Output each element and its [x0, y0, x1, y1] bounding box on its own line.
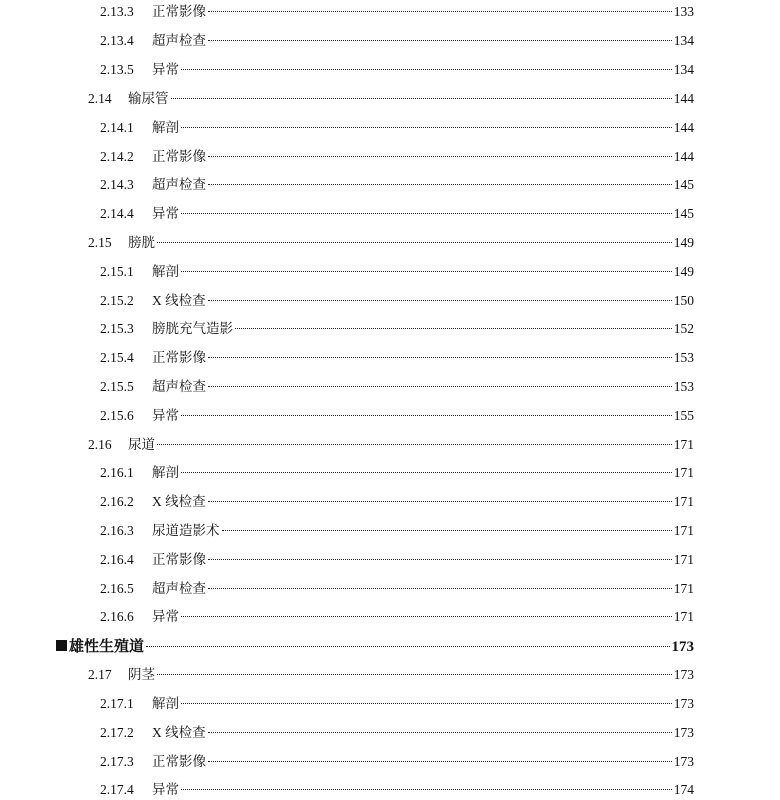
- dot-leader: [208, 386, 672, 387]
- dot-leader: [157, 444, 672, 445]
- dot-leader: [181, 69, 672, 70]
- entry-title: 异常: [152, 408, 179, 423]
- entry-title: 超声检查: [152, 177, 206, 192]
- toc-entry[interactable]: [100, 607, 694, 627]
- dot-leader: [157, 242, 672, 243]
- dot-leader: [208, 761, 672, 762]
- toc-entry[interactable]: [100, 694, 694, 714]
- dot-leader: [146, 646, 669, 647]
- toc-entry[interactable]: [100, 262, 694, 282]
- section-page: 173: [671, 639, 694, 655]
- dot-leader: [208, 501, 672, 502]
- entry-title: 正常影像: [152, 4, 206, 19]
- dot-leader: [235, 328, 672, 329]
- entry-page: 171: [673, 581, 694, 596]
- toc-entry[interactable]: [100, 291, 694, 311]
- dot-leader: [181, 703, 672, 704]
- entry-title: 解剖: [152, 696, 179, 711]
- entry-page: 153: [673, 350, 694, 365]
- toc-entry[interactable]: [100, 31, 694, 51]
- entry-page: 145: [673, 206, 694, 221]
- dot-leader: [208, 559, 672, 560]
- dot-leader: [208, 300, 672, 301]
- entry-page: 171: [673, 465, 694, 480]
- entry-title: 解剖: [152, 465, 179, 480]
- entry-number: 2.15.6: [100, 408, 134, 423]
- entry-number: 2.15.2: [100, 293, 134, 308]
- entry-title: 超声检查: [152, 33, 206, 48]
- entry-number: 2.16.2: [100, 494, 134, 509]
- toc-entry[interactable]: [100, 406, 694, 426]
- toc-entry[interactable]: [100, 780, 694, 800]
- entry-number: 2.17: [88, 667, 112, 682]
- entry-number: 2.17.1: [100, 696, 134, 711]
- entry-title: 超声检查: [152, 581, 206, 596]
- entry-number: 2.16.6: [100, 609, 134, 624]
- entry-number: 2.16.1: [100, 465, 134, 480]
- toc-entry[interactable]: [100, 492, 694, 512]
- toc-entry[interactable]: [100, 319, 694, 339]
- entry-title: 正常影像: [152, 350, 206, 365]
- entry-number: 2.16.3: [100, 523, 134, 538]
- entry-page: 174: [673, 782, 694, 797]
- entry-page: 153: [673, 379, 694, 394]
- entry-page: 149: [673, 264, 694, 279]
- toc-entry[interactable]: [100, 2, 694, 22]
- entry-title: 异常: [152, 609, 179, 624]
- entry-title: 尿道: [128, 437, 155, 452]
- toc-entry[interactable]: [100, 348, 694, 368]
- entry-page: 149: [673, 235, 694, 250]
- dot-leader: [171, 98, 672, 99]
- entry-number: 2.16: [88, 437, 112, 452]
- entry-page: 144: [673, 149, 694, 164]
- entry-number: 2.15: [88, 235, 112, 250]
- entry-number: 2.15.5: [100, 379, 134, 394]
- dot-leader: [208, 156, 672, 157]
- entry-page: 134: [673, 62, 694, 77]
- dot-leader: [181, 415, 672, 416]
- toc-section-heading[interactable]: [56, 637, 694, 657]
- entry-title: 正常影像: [152, 754, 206, 769]
- entry-title: 正常影像: [152, 149, 206, 164]
- toc-entry[interactable]: [100, 204, 694, 224]
- entry-number: 2.16.5: [100, 581, 134, 596]
- toc-entry[interactable]: [100, 579, 694, 599]
- entry-number: 2.14: [88, 91, 112, 106]
- entry-title: X 线检查: [152, 293, 206, 308]
- entry-number: 2.13.4: [100, 33, 134, 48]
- entry-title: 异常: [152, 782, 179, 797]
- toc-entry[interactable]: [100, 550, 694, 570]
- entry-page: 173: [673, 696, 694, 711]
- entry-title: 超声检查: [152, 379, 206, 394]
- toc-entry[interactable]: [100, 463, 694, 483]
- section-title: 雄性生殖道: [69, 639, 145, 655]
- dot-leader: [181, 789, 672, 790]
- square-bullet-icon: [56, 640, 67, 651]
- dot-leader: [208, 588, 672, 589]
- entry-title: 阴茎: [128, 667, 155, 682]
- entry-page: 152: [673, 321, 694, 336]
- entry-number: 2.13.5: [100, 62, 134, 77]
- dot-leader: [208, 184, 672, 185]
- entry-page: 171: [673, 437, 694, 452]
- toc-entry[interactable]: [100, 118, 694, 138]
- toc-entry[interactable]: [88, 665, 694, 685]
- entry-page: 155: [673, 408, 694, 423]
- dot-leader: [181, 213, 672, 214]
- dot-leader: [208, 11, 672, 12]
- toc-entry[interactable]: [100, 521, 694, 541]
- entry-page: 173: [673, 667, 694, 682]
- entry-number: 2.14.1: [100, 120, 134, 135]
- entry-number: 2.13.3: [100, 4, 134, 19]
- entry-page: 133: [673, 4, 694, 19]
- entry-page: 171: [673, 494, 694, 509]
- entry-page: 173: [673, 754, 694, 769]
- toc-entry[interactable]: [100, 723, 694, 743]
- entry-page: 173: [673, 725, 694, 740]
- entry-title: 膀胱充气造影: [152, 321, 233, 336]
- dot-leader: [181, 127, 672, 128]
- entry-page: 145: [673, 177, 694, 192]
- entry-number: 2.14.3: [100, 177, 134, 192]
- dot-leader: [208, 732, 672, 733]
- entry-number: 2.15.3: [100, 321, 134, 336]
- dot-leader: [181, 616, 672, 617]
- entry-number: 2.15.4: [100, 350, 134, 365]
- toc-entry[interactable]: [100, 60, 694, 80]
- entry-title: 解剖: [152, 264, 179, 279]
- entry-title: 解剖: [152, 120, 179, 135]
- entry-page: 144: [673, 91, 694, 106]
- entry-page: 144: [673, 120, 694, 135]
- entry-title: 异常: [152, 206, 179, 221]
- entry-title: 膀胱: [128, 235, 155, 250]
- dot-leader: [222, 530, 672, 531]
- entry-page: 171: [673, 609, 694, 624]
- dot-leader: [181, 472, 672, 473]
- entry-page: 171: [673, 523, 694, 538]
- entry-number: 2.14.2: [100, 149, 134, 164]
- toc-entry[interactable]: [88, 435, 694, 455]
- toc-entry[interactable]: [100, 147, 694, 167]
- entry-number: 2.16.4: [100, 552, 134, 567]
- toc-entry[interactable]: [88, 89, 694, 109]
- dot-leader: [208, 357, 672, 358]
- toc-entry[interactable]: [88, 233, 694, 253]
- toc-entry[interactable]: [100, 377, 694, 397]
- entry-title: 正常影像: [152, 552, 206, 567]
- dot-leader: [157, 674, 672, 675]
- entry-number: 2.17.3: [100, 754, 134, 769]
- entry-page: 134: [673, 33, 694, 48]
- entry-number: 2.17.2: [100, 725, 134, 740]
- entry-title: 尿道造影术: [152, 523, 220, 538]
- entry-title: 输尿管: [128, 91, 169, 106]
- entry-page: 171: [673, 552, 694, 567]
- entry-title: X 线检查: [152, 494, 206, 509]
- entry-number: 2.14.4: [100, 206, 134, 221]
- entry-title: X 线检查: [152, 725, 206, 740]
- toc-entry[interactable]: [100, 175, 694, 195]
- entry-number: 2.17.4: [100, 782, 134, 797]
- entry-title: 异常: [152, 62, 179, 77]
- entry-page: 150: [673, 293, 694, 308]
- dot-leader: [181, 271, 672, 272]
- toc-entry[interactable]: [100, 752, 694, 772]
- dot-leader: [208, 40, 672, 41]
- entry-number: 2.15.1: [100, 264, 134, 279]
